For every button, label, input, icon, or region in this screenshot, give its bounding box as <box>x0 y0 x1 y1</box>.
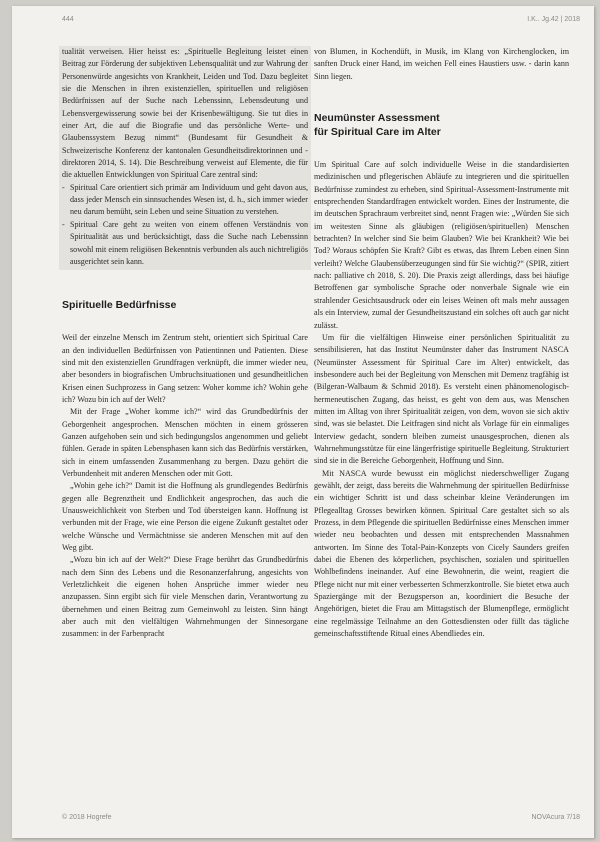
section-heading-neumuenster-assessment <box>314 111 569 139</box>
box-bullet-item: - Spiritual Care orientiert sich primär am Individuum und geht davon aus, dass jeder Mensch ein sinnsuchendes Wesen ist, d. h., sich immer wieder neu darum bemüht, sein Leben und seine Situation zu verstehen. <box>62 182 308 219</box>
footer-copyright: © 2018 Hogrefe <box>62 814 112 821</box>
body-paragraph: Um Spiritual Care auf solch individuelle Weise in die standardisierten medizinischen und pflegerischen Abläufe zu integrieren und die spirituellen Bedürfnisse zumindest zu erheben, sind Spiritual-Assessment-Instrumente mit entsprechenden Standardfragen entwickelt worden. Eines der Instrumente, die im deutschen Sprachraum verbreitet sind, nennt Fragen wie: „Würden Sie sich im weitesten Sinne als gläubigen (religiösen/spirituellen) Menschen betrachten? In welcher sind Sie beim Glauben? Wie bei Krankheit? Wie bei Tod? Woraus schöpfen Sie Kraft? Gibt es etwas, das Ihrem Leben einen Sinn verleiht? Welche Glaubensüberzeugungen sind für Sie wichtig?“ (SPIR, zitiert nach: palliative ch 2018, S. 20). Die Praxis zeigt allerdings, dass bei häufige Betroffenen gar symbolische Sprache oder nonverbale Signale wie ein strahlender Gesichtsausdruck oder ein leises Weinen oft mals mehr aussagen als ein Interview, zumal der Gesundheitszustand ein solches oft auch gar nicht zulässt. <box>314 160 569 330</box>
section-heading-spirituelle-beduerfnisse: Spirituelle Bedürfnisse <box>62 299 177 312</box>
body-paragraph: Weil der einzelne Mensch im Zentrum steht, orientiert sich Spiritual Care an den individuellen Bedürfnissen von Patientinnen und Patienten. Diese sind mit den existenziellen Grundfragen verknüpft, die immer wieder neu, aber besonders in biografischen Umbruchsituationen und gesundheitlichen Krisen einen Suchprozess in Gang setzen: Woher komme ich? Wohin gehe ich? Wozu bin ich auf der Welt? <box>62 333 308 404</box>
running-footer <box>62 814 580 826</box>
header-page-number: 444 <box>62 16 74 23</box>
box-bullet-item: - Spiritual Care geht zu weiten von einem offenen Verständnis von Spiritualität aus und berücksichtigt, dass die Suche nach Lebenssinn sowohl mit einem religiösen Bekenntnis verbunden als auch nichtreligiös ausgerichtet sein kann. <box>62 219 308 268</box>
body-paragraph: „Wozu bin ich auf der Welt?“ Diese Frage berührt das Grundbedürfnis nach dem Sinn des Lebens und die Resonanzerfahrung, angesichts von Verletzlichkeit die eigenen hohen Ansprüche immer wieder neu anzupassen. Sinn ergibt sich für viele Menschen darin, Verantwortung zu übernehmen und einen Beitrag zum Gemeinwohl zu leisten. Sinn hängt aber auch mit den vielfältigen Wahrnehmungen der Sinnesorgane zusammen: in der Farbenpracht <box>62 555 308 639</box>
body-paragraph: Um für die vielfältigen Hinweise einer persönlichen Spiritualität zu sensibilisieren, hat das Institut Neumünster daher das Instrument NASCA (Neumünster Assessment für Spiritual Care im Alter) entwickelt, das insbesondere auch bei der Begleitung von Menschen mit Demenz tragfähig ist (Bilgeran-Walbaum & Schmid 2018). Es versteht einen phänomenologisch-hermeneutischen Zugang, das heisst, es geht von dem aus, was Menschen mitten im Alltag von ihrer Spiritualität zeigen, von dem, wovon sie sich aktiv sind, was sie belastet. Die Leitfragen sind nicht als Vorlage für ein einmaliges Interview gedacht, sondern bleiben zumeist unausgesprochen, dienen als Wahrnehmungsstütze für eine längerfristige spirituelle Begleitung. Strukturiert sind sie in die Bereiche Geborgenheit, Hoffnung und Sinn. <box>314 332 569 466</box>
box-bullet-list <box>62 182 308 268</box>
heading-line: Neumünster Assessment <box>314 112 440 125</box>
document-page <box>12 6 594 838</box>
heading-line: für Spiritual Care im Alter <box>314 126 441 139</box>
right-column <box>314 46 569 640</box>
footer-journal-issue: NOVAcura 7/18 <box>531 814 580 821</box>
body-paragraph: Mit der Frage „Woher komme ich?“ wird das Grundbedürfnis der Geborgenheit angesprochen. Menschen möchten in einem grösseren Ganzen aufgehoben sein und sich bedingungslos angenommen und geliebt fühlen. Gerade in späten Lebensphasen kann sich das Bedürfnis verstärken, sich in einem umfassenden Zusammenhang zu bergen. Dazu gehört die Verbundenheit mit anderen Menschen oder mit Gott. <box>62 407 308 478</box>
running-header <box>62 16 580 28</box>
box-intro-paragraph: tualität verweisen. Hier heisst es: „Spirituelle Begleitung leistet einen Beitrag zur Förderung der subjektiven Lebensqualität und zur Wahrung der Personenwürde angesichts von Krankheit, Leiden und Tod. Dazu begleitet sie die Menschen in ihren existenziellen, spirituellen und religiösen Bedürfnissen auf der Suche nach Lebenssinn, Lebensdeutung und Lebensvergewisserung sowie bei der Krisenbewältigung. Sie tut dies in einer Art, die auf die Biografie und das persönliche Werte- und Glaubenssystem Bezug nimmt“ (Bundesamt für Gesundheit & Schweizerische Konferenz der kantonalen Gesundheitsdirektorinnen und -direktoren 2014, S. 14). Die Beschreibung verweist auf Elemente, die für die aktuellen Entwicklungen von Spiritual Care zentral sind: <box>62 47 308 180</box>
body-paragraph: von Blumen, in Kochendüft, in Musik, im Klang von Kirchenglocken, im sanften Druck einer Hand, im weichen Fell eines Haustiers usw. - darin kann Sinn liegen. <box>314 47 569 81</box>
body-paragraph: Mit NASCA wurde bewusst ein möglichst niederschwelliger Zugang gewählt, der zeigt, dass bereits die Wahrnehmung der spirituellen Bedürfnisse ein wichtiger Schritt ist und dass scheinbar kleine Veränderungen im Pflegealltag Grosses bewirken können. Spiritual Care gestaltet sich so als Prozess, in dem Pflegende die spirituellen Bedürfnisse eines Menschen immer wieder neu beobachten und dessen mit entsprechenden Massnahmen antworten. Im Sinne des Total-Pain-Konzepts von Cicely Saunders greifen dabei die Ebenen des körperlichen, psychischen, sozialen und spirituellen Wohlbefindens ineinander. Auf eine Bewohnerin, die weint, reagiert die Pflege nicht nur mit einer verbesserten Schmerzkontrolle. Sie bietet etwa auch Spaziergänge mit der Bezugsperson an, koordiniert die Besuche der Angehörigen, bietet die Frau am Mittagstisch der Blumenpflege, ermöglicht eine regelmässige Teilnahme an den Gottesdiensten oder füllt das tägliche gemeinschaftsstiftende Ritual eines Abendliedes ein. <box>314 468 569 639</box>
body-paragraph: „Wohin gehe ich?“ Damit ist die Hoffnung als grundlegendes Bedürfnis gegen alle Begrenztheit und Endlichkeit angesprochen, das auch die Unausweichlichkeit von Sterben und Tod übersteigen kann. Hoffnung ist verbunden mit der Frage, wie eine Person die eigene Zukunft gestaltet oder welche Wünsche und Vermächtnisse sie anderen Menschen mit auf den Weg gibt. <box>62 481 308 553</box>
left-column <box>62 46 308 641</box>
highlight-box <box>59 46 311 270</box>
header-journal-info: I.K.. Jg.42 | 2018 <box>527 16 580 23</box>
